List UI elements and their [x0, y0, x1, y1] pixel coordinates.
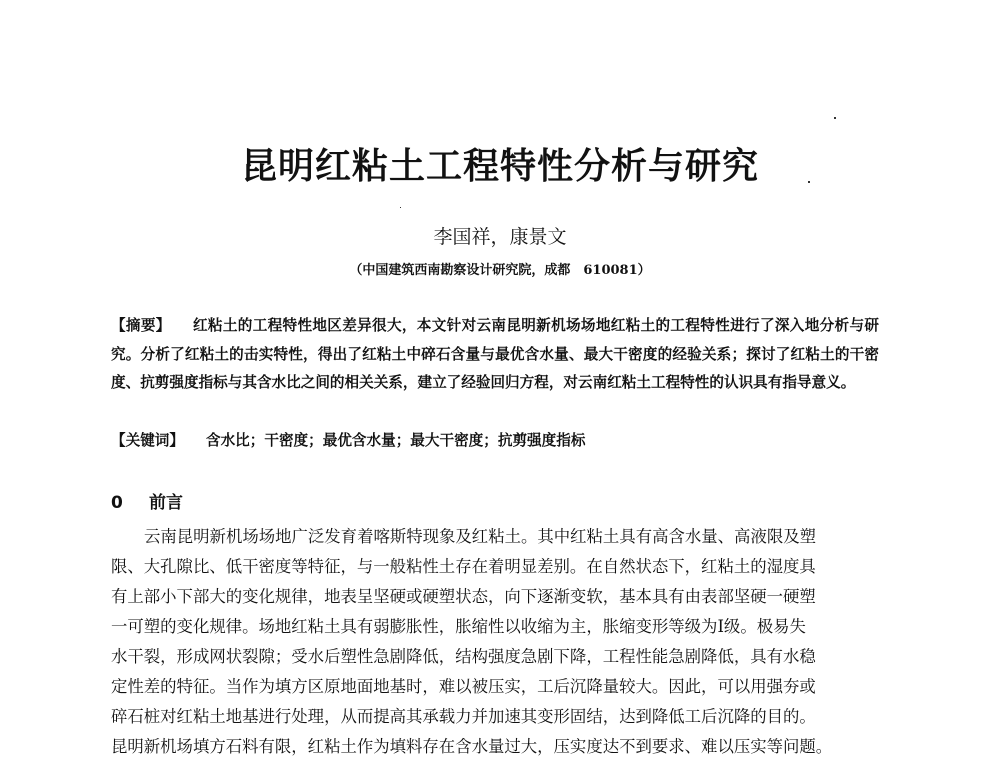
paper-authors: 李国祥，康景文 [433, 226, 567, 248]
scan-speck [400, 207, 401, 208]
section-heading [111, 488, 183, 513]
abstract-text: 红粘土的工程特性地区差异很大，本文针对云南昆明新机场场地红粘土的工程特性进行了深入地分析与研究。分析了红粘土的击实特性，得出了红粘土中碎石含量与最优含水量、最大干密度的经验关系；探讨了红粘土的干密度、抗剪强度指标与其含水比之间的相关关系，建立了经验回归方程，对云南红粘土工程特性的认识具有指导意义。 [111, 317, 879, 392]
section-title: 前言 [149, 493, 183, 513]
body-paragraph [111, 522, 879, 762]
body-line: 云南昆明新机场场地广泛发育着喀斯特现象及红粘土。其中红粘土具有高含水量、高液限及塑 [144, 527, 817, 546]
paper-title: 昆明红粘土工程特性分析与研究 [240, 145, 759, 187]
keywords-label: 【关键词】 [111, 432, 184, 449]
keywords-text: 含水比；干密度；最优含水量；最大干密度；抗剪强度指标 [205, 432, 586, 449]
body-line: 有上部小下部大的变化规律，地表呈坚硬或硬塑状态，向下逐渐变软，基本具有由表部坚硬一硬塑 [111, 587, 816, 606]
body-line: 昆明新机场填方石料有限，红粘土作为填料存在含水量过大，压实度达不到要求、难以压实等问题。 [111, 737, 833, 756]
body-line: 碎石桩对红粘土地基进行处理，从而提高其承载力并加速其变形固结，达到降低工后沉降的目的。 [111, 707, 816, 726]
body-line: 水干裂，形成网状裂隙；受水后塑性急剧降低，结构强度急剧下降，工程性能急剧降低，具有水稳 [111, 647, 816, 666]
abstract [111, 312, 879, 398]
abstract-label: 【摘要】 [111, 317, 171, 334]
keywords [111, 427, 879, 455]
section-number: 0 [111, 493, 123, 513]
paper-affiliation: （中国建筑西南勘察设计研究院，成都 610081） [349, 263, 651, 278]
body-line: 定性差的特征。当作为填方区原地面地基时，难以被压实，工后沉降量较大。因此，可以用强夯或 [111, 677, 816, 696]
scan-speck [834, 117, 836, 119]
body-line: 一可塑的变化规律。场地红粘土具有弱膨胀性，胀缩性以收缩为主，胀缩变形等级为Ⅰ级。极易失 [111, 617, 806, 636]
body-line: 限、大孔隙比、低干密度等特征，与一般粘性土存在着明显差别。在自然状态下，红粘土的湿度具 [111, 557, 816, 576]
